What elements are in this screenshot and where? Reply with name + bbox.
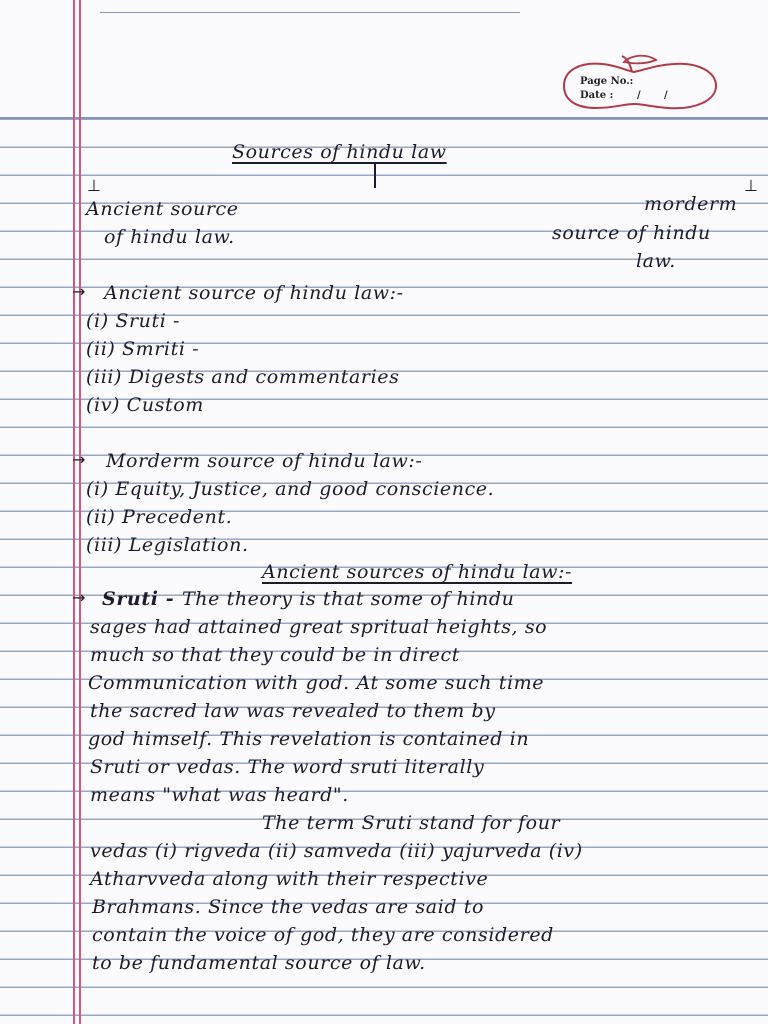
paragraph-line: The term Sruti stand for four [262, 812, 561, 834]
paragraph-line: sages had attained great spritual heights, so [90, 616, 548, 638]
paragraph-line: vedas (i) rigveda (ii) samveda (iii) yajurveda (iv) [90, 840, 583, 862]
ancient-heading: Ancient source of hindu law:- [104, 282, 404, 304]
date-label: Date : [580, 90, 614, 101]
list-item: (iii) Digests and commentaries [86, 366, 400, 388]
paragraph-line: Communication with god. At some such time [88, 672, 545, 694]
branch-modern-line1: morderm [644, 193, 738, 215]
paragraph-line: contain the voice of god, they are considered [92, 924, 554, 946]
paragraph-line: Atharvveda along with their respective [90, 868, 489, 890]
header-rule-line [0, 117, 768, 119]
list-item: (i) Equity, Justice, and good conscience. [86, 478, 495, 500]
paragraph-line: the sacred law was revealed to them by [90, 700, 496, 722]
list-item: (i) Sruti - [86, 310, 181, 332]
page-no-label: Page No.: [580, 76, 634, 87]
paragraph-line: god himself. This revelation is contained in [88, 728, 530, 750]
branch-ancient-line2: of hindu law. [104, 226, 235, 248]
paragraph-line: means "what was heard". [90, 784, 349, 806]
arrow-down-icon: ⊥ [87, 176, 101, 195]
list-item: (iv) Custom [86, 394, 204, 416]
sruti-term: Sruti - [102, 588, 175, 610]
paragraph-line: Brahmans. Since the vedas are said to [92, 896, 485, 918]
date-separator: / [664, 90, 668, 101]
arrow-down-icon: ⊥ [744, 176, 758, 195]
branch-ancient-line1: Ancient source [86, 198, 239, 220]
arrow-right-icon: → [72, 588, 86, 607]
list-item: (ii) Precedent. [86, 506, 233, 528]
paragraph-line: Sruti or vedas. The word sruti literally [90, 756, 485, 778]
page-title: Sources of hindu law [232, 141, 447, 163]
section-heading: Ancient sources of hindu law:- [262, 561, 573, 583]
title-connector-line [374, 164, 376, 188]
paragraph-line: much so that they could be in direct [90, 644, 461, 666]
paragraph-line: The theory is that some of hindu [182, 588, 515, 610]
paragraph-line: to be fundamental source of law. [92, 952, 426, 974]
modern-heading: Morderm source of hindu law:- [106, 450, 423, 472]
margin-line-left [73, 0, 75, 1024]
top-rule-line [100, 12, 520, 13]
branch-modern-line2: source of hindu [552, 222, 711, 244]
branch-modern-line3: law. [636, 250, 676, 272]
margin-line-right [79, 0, 81, 1024]
list-item: (ii) Smriti - [86, 338, 200, 360]
arrow-right-icon: → [72, 450, 86, 469]
arrow-right-icon: → [72, 282, 86, 301]
list-item: (iii) Legislation. [86, 534, 249, 556]
date-separator: / [637, 90, 641, 101]
